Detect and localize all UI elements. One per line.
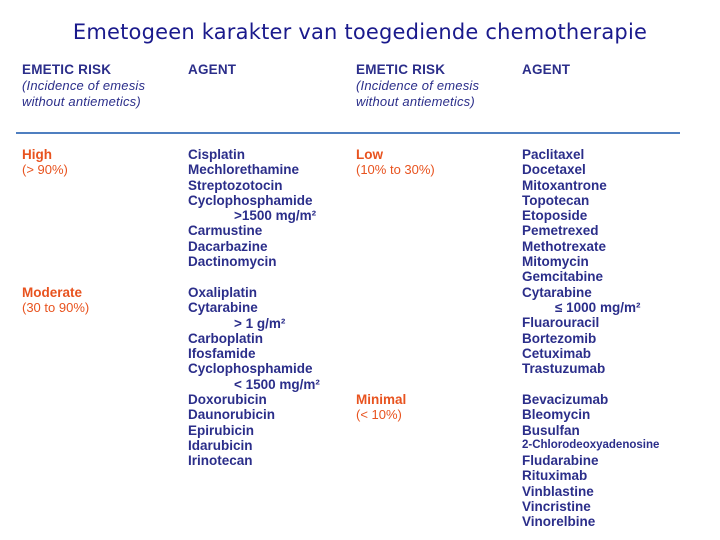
right-risk-header [356,62,506,110]
agent-item: Fludarabine [522,453,599,469]
agent-item: Bevacizumab [522,392,609,407]
agent-item: Mechlorethamine [188,162,300,178]
agent-item: Dacarbazine [188,238,268,254]
agent-item: Gemcitabine [522,269,604,285]
agents-moderate-list [188,285,320,469]
agents-high-list [188,147,316,269]
agent-item: Bortezomib [522,330,597,346]
agent-item: Cyclophosphamide [188,361,313,377]
agent-dose-note: >1500 mg/m² [234,208,317,224]
risk-low-incidence: (10% to 30%) [356,162,435,177]
agent-item: 2-Chlorodeoxyadenosine [522,438,660,451]
agent-item: Busulfan [522,422,580,438]
risk-minimal-label: Minimal [356,392,407,407]
agent-item: Vinorelbine [522,514,596,530]
agent-item: Vincristine [522,499,591,515]
agent-item: Carmustine [188,223,263,239]
agent-item: Vinblastine [522,483,594,499]
agent-item: Docetaxel [522,162,586,178]
agent-item: Ifosfamide [188,346,256,362]
risk-high-label: High [22,147,52,162]
agent-item: Epirubicin [188,422,255,438]
agent-item: Oxaliplatin [188,285,258,300]
agent-item: Irinotecan [188,453,253,469]
header-divider [16,132,680,134]
risk-moderate-incidence: (30 to 90%) [22,300,90,315]
agent-item: Cytarabine [522,284,592,300]
agent-item: Rituximab [522,468,588,484]
agent-dose-note: ≤ 1000 mg/m² [555,299,641,315]
agent-item: Pemetrexed [522,223,599,239]
risk-high [22,147,68,177]
agent-item: Mitomycin [522,254,589,270]
agent-item: Paclitaxel [522,147,585,162]
agent-item: Cyclophosphamide [188,192,313,208]
risk-minimal-incidence: (< 10%) [356,407,402,422]
right-risk-header-sub: (Incidence of emesis without antiemetics) [356,78,480,109]
agent-item: Idarubicin [188,437,253,453]
agents-minimal-list [522,392,659,530]
risk-moderate-label: Moderate [22,285,83,300]
left-agent-header: AGENT [188,62,237,77]
agent-item: Doxorubicin [188,392,267,408]
agent-item: Cytarabine [188,300,258,316]
agent-item: Trastuzumab [522,361,606,377]
agent-item: Carboplatin [188,330,264,346]
agent-item: Mitoxantrone [522,177,607,193]
left-risk-header-sub: (Incidence of emesis without antiemetics) [22,78,146,109]
agent-item: Topotecan [522,192,590,208]
agent-item: Daunorubicin [188,407,275,423]
agents-low-list [522,147,640,376]
left-risk-header [22,62,172,110]
risk-low-label: Low [356,147,383,162]
page-title: Emetogeen karakter van toegediende chemotherapie [72,20,648,44]
risk-low [356,147,435,177]
right-agent-header: AGENT [522,62,571,77]
agent-dose-note: > 1 g/m² [234,315,286,331]
agent-item: Cisplatin [188,147,246,162]
agent-item: Bleomycin [522,407,591,423]
left-risk-header-label: EMETIC RISK [22,62,112,77]
right-risk-header-label: EMETIC RISK [356,62,446,77]
agent-item: Cetuximab [522,345,592,361]
agent-item: Methotrexate [522,238,607,254]
risk-moderate [22,285,89,315]
agent-item: Streptozotocin [188,177,283,193]
agent-item: Dactinomycin [188,254,277,270]
risk-high-incidence: (> 90%) [22,162,68,177]
agent-item: Fluarouracil [522,315,600,331]
agent-dose-note: < 1500 mg/m² [234,376,320,392]
risk-minimal [356,392,406,422]
agent-item: Etoposide [522,208,588,224]
